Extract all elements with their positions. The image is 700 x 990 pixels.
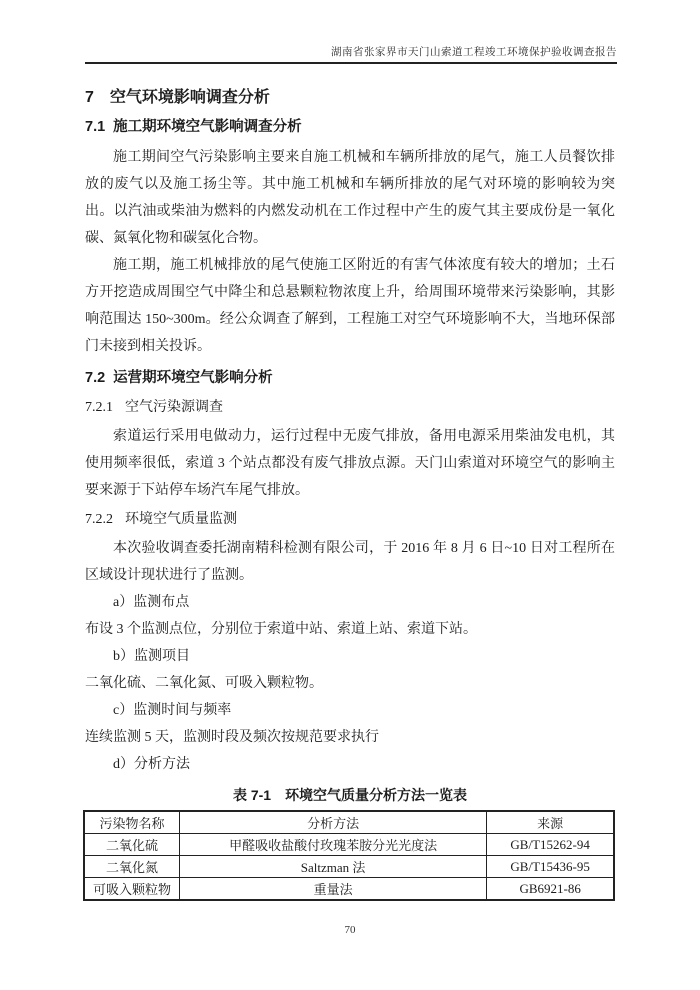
table-header-method: 分析方法 (179, 811, 486, 834)
section-7-2-heading (85, 368, 615, 389)
running-header (85, 44, 617, 64)
section-7-2-1-number: 7.2.1 (85, 400, 113, 415)
table-cell-pollutant: 可吸入颗粒物 (84, 878, 179, 901)
item-a-body: 布设 3 个监测点位，分别位于索道中站、索道上站、索道下站。 (85, 622, 477, 637)
table-header-pollutant: 污染物名称 (84, 811, 179, 834)
table-cell-source: GB/T15436-95 (487, 856, 614, 878)
table-cell-source: GB/T15262-94 (487, 834, 614, 856)
table-7-1-caption-number: 表 7-1 (232, 787, 272, 803)
section-7-1-number: 7.1 (85, 119, 106, 135)
section-7-heading (85, 87, 615, 109)
section-7-2-number: 7.2 (85, 370, 106, 386)
item-d-label: d）分析方法 (113, 757, 190, 772)
running-header-title: 湖南省张家界市天门山索道工程竣工环境保护验收调查报告 (331, 47, 617, 58)
table-cell-method: Saltzman 法 (179, 856, 486, 878)
item-b-label: b）监测项目 (113, 649, 190, 664)
section-7-2-2-title: 环境空气质量监测 (125, 512, 237, 527)
section-7-1-heading (85, 117, 615, 138)
item-c-label: c）监测时间与频率 (113, 703, 232, 718)
page-number: 70 (344, 924, 356, 936)
table-7-1-caption (85, 785, 615, 805)
paragraph-monitoring-intro: 本次验收调查委托湖南精科检测有限公司，于 2016 年 8 月 6 日~10 日对工程所在区域设计现状进行了监测。 (85, 541, 615, 583)
table-row (84, 878, 614, 901)
section-7-2-1-heading (85, 395, 615, 421)
table-header-source: 来源 (487, 811, 614, 834)
paragraph-construction-impact: 施工期，施工机械排放的尾气使施工区附近的有害气体浓度有较大的增加；土石方开挖造成周围空气中降尘和总悬颗粒物浓度上升，给周围环境带来污染影响，其影响范围达 150~300m。经公众调查了解到，工程施工对空气环境影响不大，当地环保部门未接到相关投诉。 (85, 258, 615, 354)
table-header-row (84, 811, 614, 834)
table-cell-pollutant: 二氧化氮 (84, 856, 179, 878)
table-cell-method: 甲醛吸收盐酸付玫瑰苯胺分光光度法 (179, 834, 486, 856)
analysis-methods-table (83, 810, 615, 901)
table-7-1-caption-title: 环境空气质量分析方法一览表 (285, 787, 468, 803)
section-7-number: 7 (85, 89, 94, 106)
page-content (85, 87, 615, 901)
section-7-2-2-number: 7.2.2 (85, 512, 113, 527)
item-c-body: 连续监测 5 天，监测时段及频次按规范要求执行 (85, 730, 379, 745)
paragraph-operation-sources: 索道运行采用电做动力，运行过程中无废气排放，备用电源采用柴油发电机，其使用频率很低，索道 3 个站点都没有废气排放点源。天门山索道对环境空气的影响主要来源于下站停车场汽车尾气排放。 (85, 429, 615, 498)
table-cell-method: 重量法 (179, 878, 486, 901)
item-b-body: 二氧化硫、二氧化氮、可吸入颗粒物。 (85, 676, 323, 691)
paragraph-construction-sources: 施工期间空气污染影响主要来自施工机械和车辆所排放的尾气，施工人员餐饮排放的废气以及施工扬尘等。其中施工机械和车辆所排放的尾气对环境的影响较为突出。以汽油或柴油为燃料的内燃发动机在工作过程中产生的废气其主要成份是一氧化碳、氮氧化物和碳氢化合物。 (85, 150, 615, 246)
table-row (84, 834, 614, 856)
item-a-label: a）监测布点 (113, 595, 190, 610)
section-7-2-2-heading (85, 507, 615, 533)
section-7-title: 空气环境影响调查分析 (109, 89, 270, 106)
section-7-1-title: 施工期环境空气影响调查分析 (113, 119, 302, 135)
section-7-2-title: 运营期环境空气影响分析 (113, 370, 273, 386)
section-7-2-1-title: 空气污染源调查 (125, 400, 223, 415)
table-cell-source: GB6921-86 (487, 878, 614, 901)
table-row (84, 856, 614, 878)
table-cell-pollutant: 二氧化硫 (84, 834, 179, 856)
